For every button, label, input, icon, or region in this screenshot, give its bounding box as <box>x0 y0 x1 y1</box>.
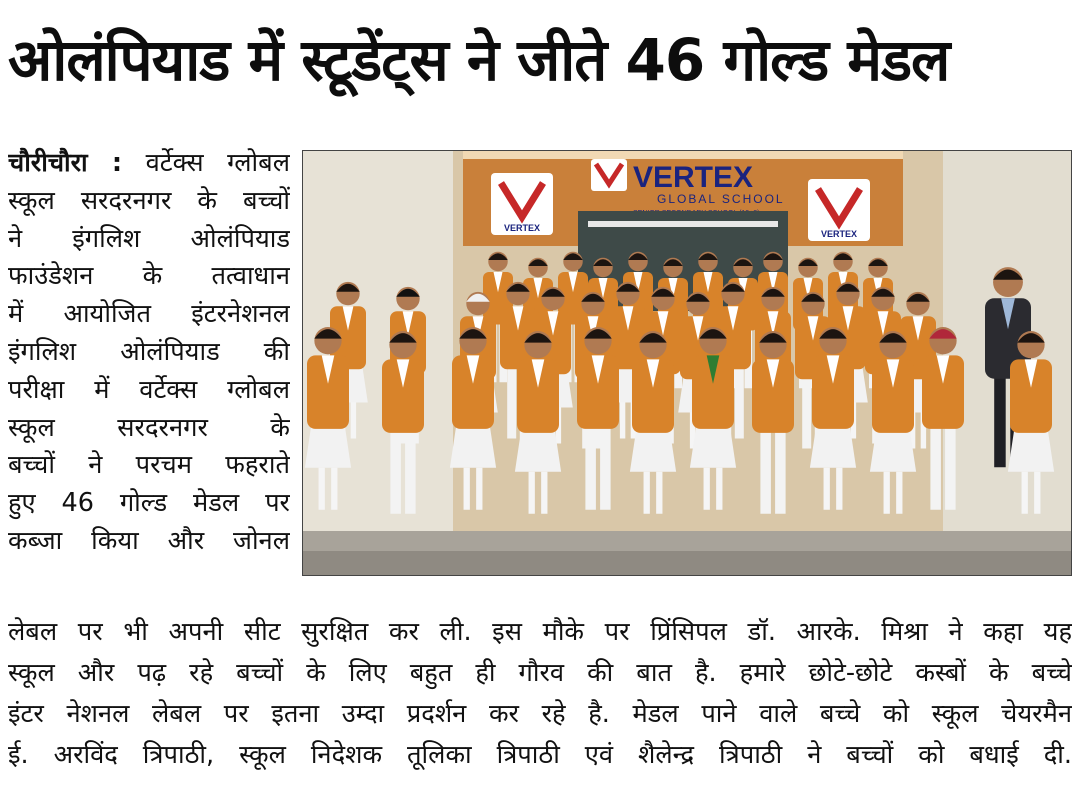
school-subtitle: GLOBAL SCHOOL <box>657 192 785 206</box>
article-line: स्कूल सरदरनगर के <box>8 412 290 443</box>
vertex-logo-right <box>808 179 870 241</box>
vertex-logo-left <box>491 173 553 235</box>
vertex-logo-center <box>591 159 627 191</box>
dateline: चौरीचौरा : <box>8 148 123 178</box>
article-line: में आयोजित इंटरनेशनल <box>8 299 290 330</box>
svg-text:VERTEX: VERTEX <box>820 229 858 239</box>
article-line: हुए 46 गोल्ड मेडल पर <box>8 488 290 519</box>
article-line: परीक्षा में वर्टेक्स ग्लोबल <box>8 374 290 405</box>
article-column <box>8 145 290 561</box>
article-line: फाउंडेशन के तत्वाधान <box>8 261 290 292</box>
article-line: ई. अरविंद त्रिपाठी, स्कूल निदेशक तूलिका त्रिपाठी एवं शैलेन्द्र त्रिपाठी ने बच्चों को बधाई दी. <box>8 740 1072 770</box>
article-line: स्कूल सरदरनगर के बच्चों <box>8 185 290 216</box>
headline: ओलंपियाड में स्टूडेंट्स ने जीते 46 गोल्ड मेडल <box>8 26 950 94</box>
article-line: स्कूल और पढ़ रहे बच्चों के लिए बहुत ही गौरव की बात है. हमारे छोटे-छोटे कस्बों के बच्चे <box>8 658 1072 688</box>
article-continuation <box>8 612 1072 776</box>
article-line: बच्चों ने परचम फहराते <box>8 450 290 481</box>
group-photo <box>302 150 1072 576</box>
article-line: इंगलिश ओलंपियाड की <box>8 336 290 367</box>
school-name: VERTEX <box>633 161 754 194</box>
article-line: चौरीचौरा : वर्टेक्स ग्लोबल <box>8 148 290 178</box>
svg-text:VERTEX: VERTEX <box>503 223 541 233</box>
article-line: कब्जा किया और जोनल <box>8 525 290 556</box>
article-line: इंटर नेशनल लेबल पर इतना उम्दा प्रदर्शन कर रहे है. मेडल पाने वाले बच्चे को स्कूल चेयरमैन <box>8 699 1072 729</box>
article-line: लेबल पर भी अपनी सीट सुरक्षित कर ली. इस मौके पर प्रिंसिपल डॉ. आरके. मिश्रा ने कहा यह <box>8 617 1072 647</box>
article-line: ने इंगलिश ओलंपियाड <box>8 223 290 254</box>
